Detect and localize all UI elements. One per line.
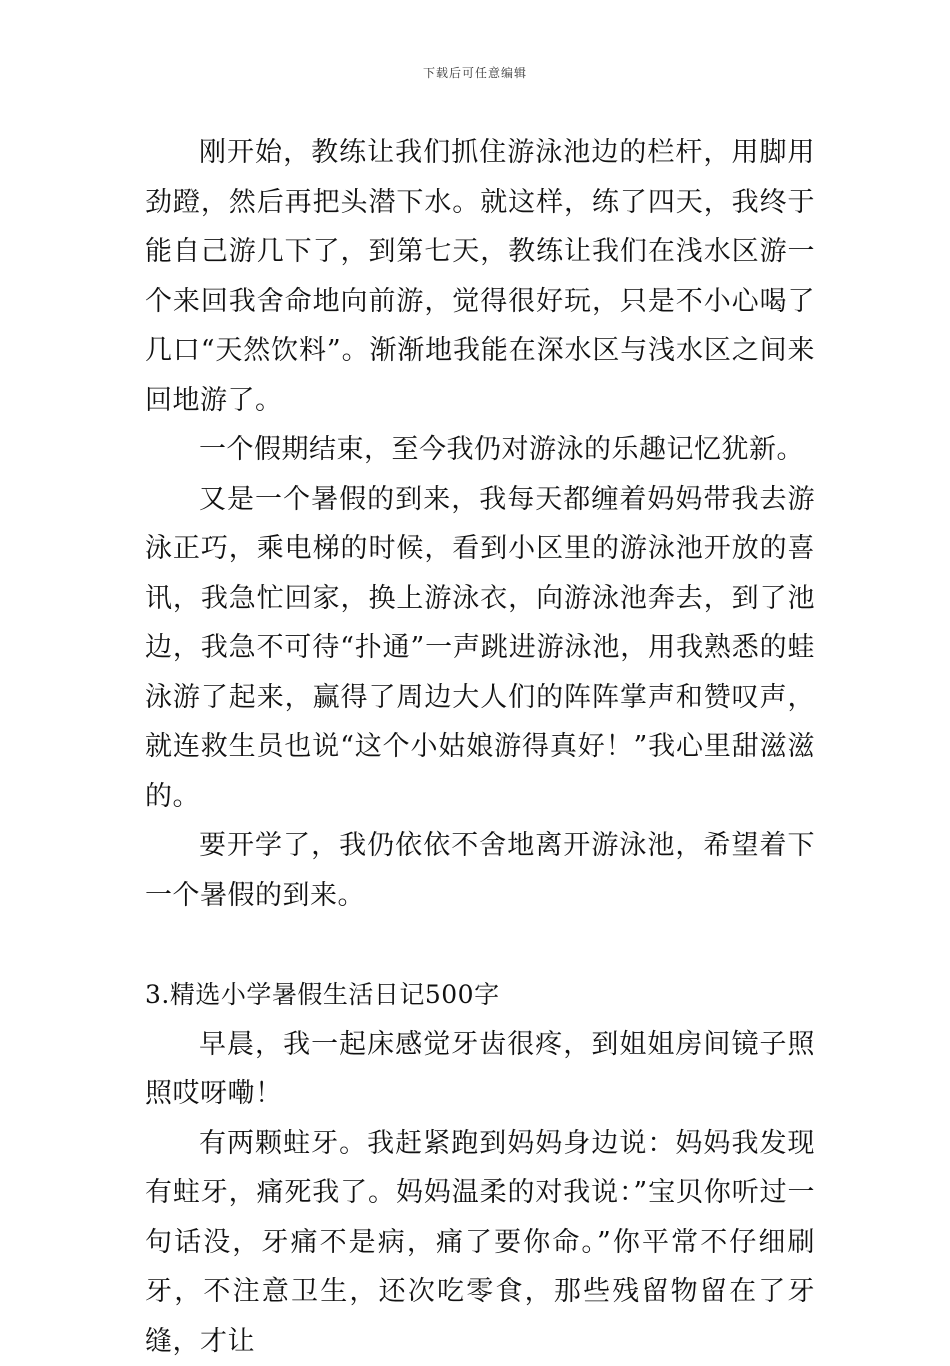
paragraph: 又是一个暑假的到来，我每天都缠着妈妈带我去游泳正巧，乘电梯的时候，看到小区里的游泳池开放的喜讯，我急忙回家，换上游泳衣，向游泳池奔去，到了池边，我急不可待“扑通”一声跳进游泳池，用我熟悉的蛙泳游了起来，赢得了周边大人们的阵阵掌声和赞叹声，就连救生员也说“这个小姑娘游得真好！”我心里甜滋滋的。	[145, 475, 815, 822]
paragraph: 早晨，我一起床感觉牙齿很疼，到姐姐房间镜子照照哎呀嘞！	[145, 1020, 815, 1119]
paragraph: 一个假期结束，至今我仍对游泳的乐趣记忆犹新。	[145, 425, 815, 475]
paragraph: 要开学了，我仍依依不舍地离开游泳池，希望着下一个暑假的到来。	[145, 821, 815, 920]
paragraph: 有两颗蛀牙。我赶紧跑到妈妈身边说：妈妈我发现有蛀牙，痛死我了。妈妈温柔的对我说：”宝贝你听过一句话没，牙痛不是病，痛了要你命。”你平常不仔细刷牙，不注意卫生，还次吃零食，那些残留物留在了牙缝，才让	[145, 1119, 815, 1366]
document-body	[145, 128, 815, 1366]
paragraph: 刚开始，教练让我们抓住游泳池边的栏杆，用脚用劲蹬，然后再把头潜下水。就这样，练了四天，我终于能自己游几下了，到第七天，教练让我们在浅水区游一个来回我舍命地向前游，觉得很好玩，只是不小心喝了几口“天然饮料”。渐渐地我能在深水区与浅水区之间来回地游了。	[145, 128, 815, 425]
section-heading: 3.精选小学暑假生活日记500字	[145, 970, 815, 1020]
page-header: 下载后可任意编辑	[0, 64, 950, 81]
paragraph-spacer	[145, 920, 815, 970]
